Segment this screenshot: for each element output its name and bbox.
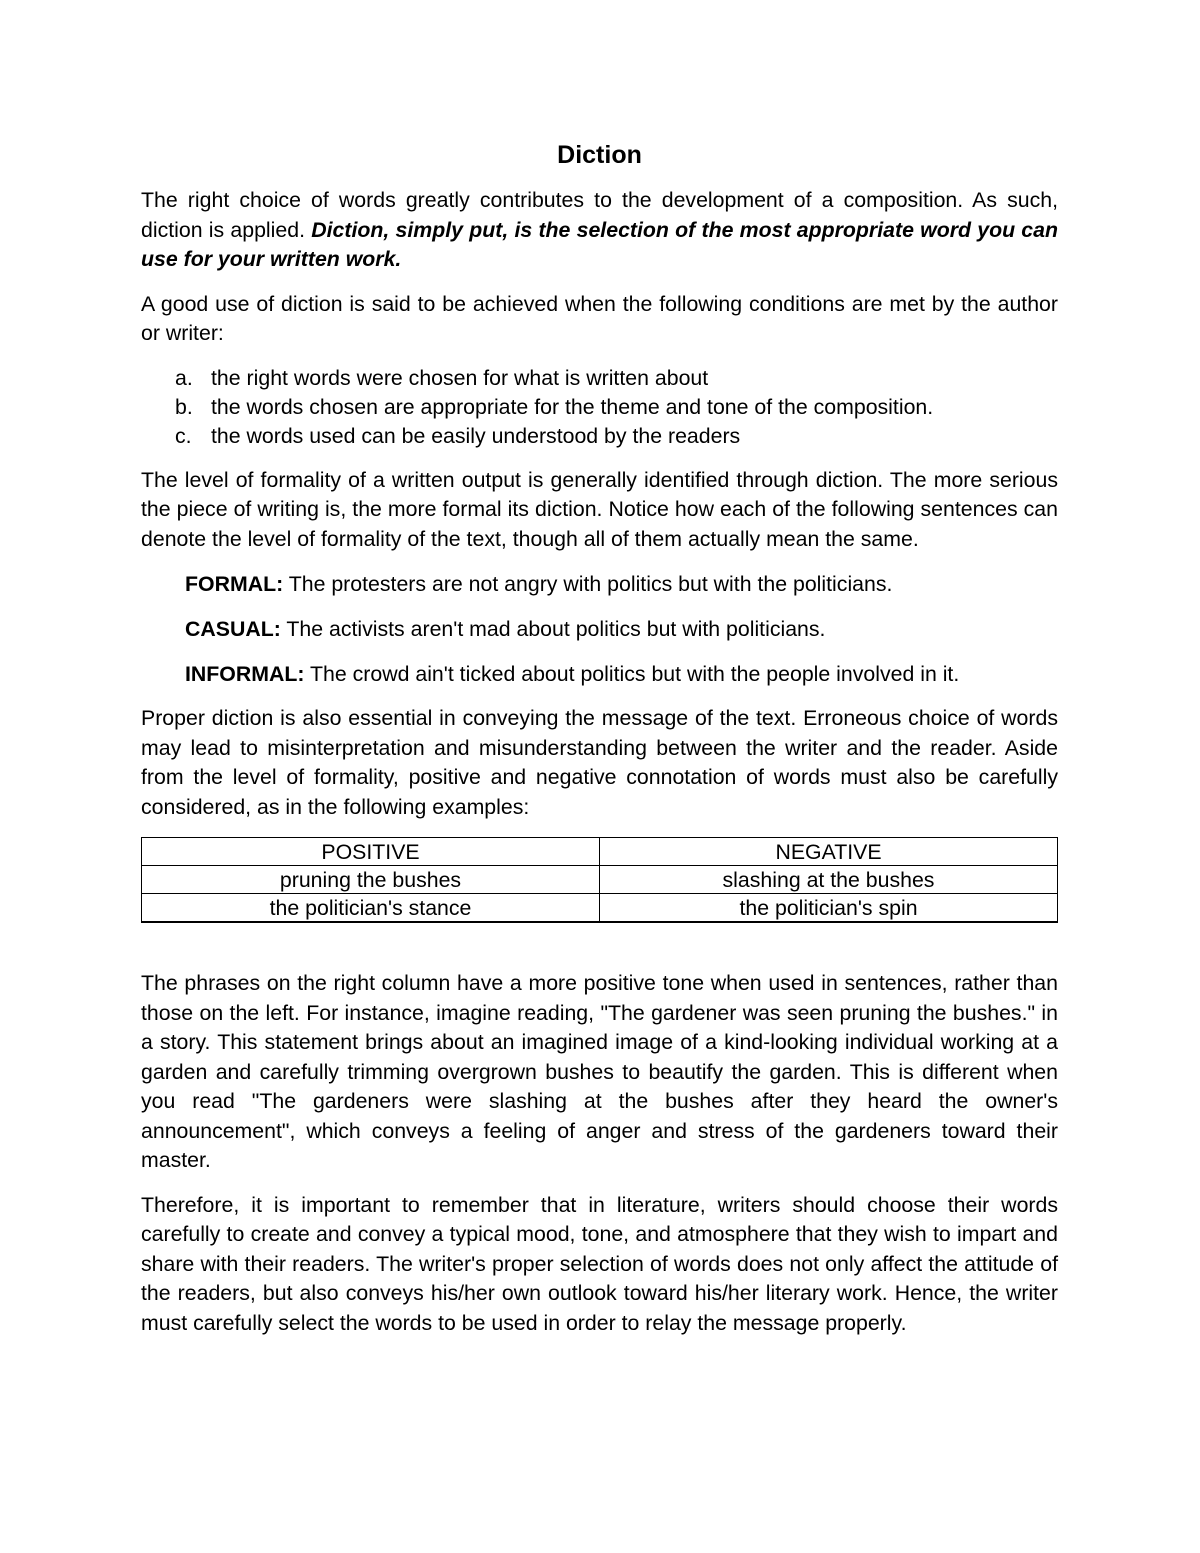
- table-row: [142, 866, 1058, 894]
- list-item-text: the right words were chosen for what is written about: [211, 365, 709, 390]
- list-marker: c.: [175, 423, 192, 448]
- table-cell: pruning the bushes: [142, 866, 600, 894]
- example-text: The crowd ain't ticked about politics but with the people involved in it.: [304, 662, 960, 686]
- example-text: The protesters are not angry with politics but with the politicians.: [283, 572, 893, 596]
- example-label: CASUAL:: [185, 617, 281, 641]
- column-header-negative: NEGATIVE: [600, 838, 1058, 866]
- table-header-row: [142, 838, 1058, 866]
- list-marker: a.: [175, 365, 193, 390]
- list-item: [141, 364, 1058, 393]
- example-formal: [141, 569, 1058, 599]
- intro-paragraph: [141, 186, 1058, 275]
- example-informal: [141, 659, 1058, 689]
- list-item-text: the words chosen are appropriate for the theme and tone of the composition.: [211, 394, 934, 419]
- table-cell: the politician's spin: [600, 894, 1058, 923]
- conditions-list: [141, 364, 1058, 451]
- list-item-text: the words used can be easily understood by the readers: [211, 423, 741, 448]
- example-label: FORMAL:: [185, 572, 284, 596]
- list-item: [141, 393, 1058, 422]
- example-text: The activists aren't mad about politics but with politicians.: [280, 617, 826, 641]
- list-marker: b.: [175, 394, 193, 419]
- example-casual: [141, 614, 1058, 644]
- document-page: [141, 138, 1058, 1353]
- table-cell: the politician's stance: [142, 894, 600, 923]
- table-cell: slashing at the bushes: [600, 866, 1058, 894]
- column-header-positive: POSITIVE: [142, 838, 600, 866]
- intro-text: The right choice of words greatly contributes to the development of a composition. As such, diction is applied.: [141, 188, 1058, 242]
- explanation-paragraph: The phrases on the right column have a more positive tone when used in sentences, rather than those on the left. For instance, imagine reading, "The gardener was seen pruning the bushes." in a story. This statement brings about an imagined image of a kind-looking individual working at a garden and carefully trimming overgrown bushes to beautify the garden. This is different when you read "The gardeners were slashing at the bushes after they heard the owner's announcement", which conveys a feeling of anger and stress of the gardeners toward their master.: [141, 971, 1058, 1172]
- list-item: [141, 422, 1058, 451]
- diction-definition: Diction, simply put, is the selection of the most appropriate word you can use for your written work.: [141, 217, 1059, 271]
- table-row: [142, 894, 1058, 923]
- formality-paragraph: The level of formality of a written output is generally identified through diction. The more serious the piece of writing is, the more formal its diction. Notice how each of the following sentences can denote the level of formality of the text, though all of them actually mean the same.: [141, 467, 1058, 551]
- conclusion-paragraph: Therefore, it is important to remember that in literature, writers should choose their words carefully to create and convey a typical mood, tone, and atmosphere that they wish to impart and share with their readers. The writer's proper selection of words does not only affect the attitude of the readers, but also conveys his/her own outlook toward his/her literary work. Hence, the writer must carefully select the words to be used in order to relay the message properly.: [141, 1192, 1058, 1335]
- conditions-intro: A good use of diction is said to be achieved when the following conditions are met by the author or writer:: [141, 291, 1058, 345]
- example-label: INFORMAL:: [185, 662, 305, 686]
- document-title: Diction: [557, 141, 642, 169]
- connotation-paragraph: Proper diction is also essential in conveying the message of the text. Erroneous choice of words may lead to misinterpretation and misunderstanding between the writer and the reader. Aside from the level of formality, positive and negative connotation of words must also be carefully considered, as in the following examples:: [141, 706, 1058, 819]
- connotation-table: [141, 837, 1058, 923]
